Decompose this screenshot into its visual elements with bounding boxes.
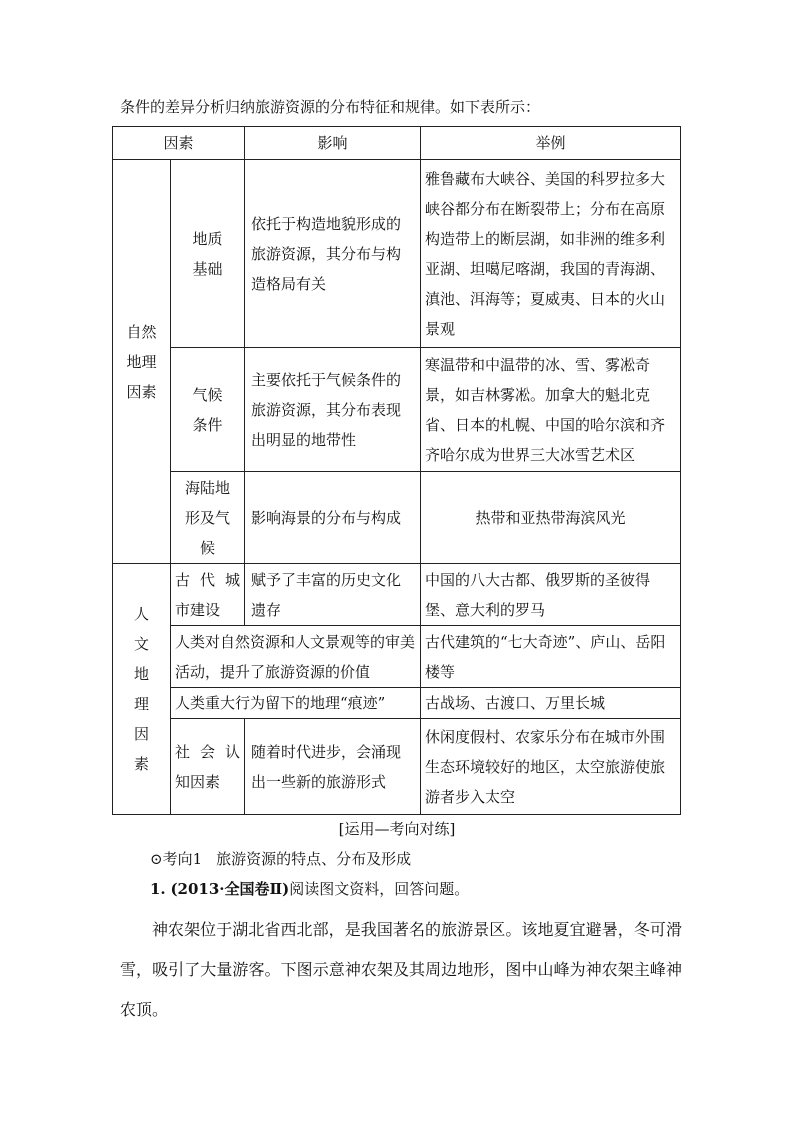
table-row <box>113 719 681 815</box>
category-human: 人 文 地 理 因 素 <box>113 564 171 815</box>
table-row <box>113 348 681 472</box>
example-traces: 古战场、古渡口、万里长城 <box>421 688 681 719</box>
table-row <box>113 626 681 688</box>
example-aesthetic: 古代建筑的“七大奇迹”、庐山、岳阳楼等 <box>421 626 681 688</box>
example-geology: 雅鲁藏布大峡谷、美国的科罗拉多大峡谷都分布在断裂带上；分布在高原构造带上的断层湖，如非洲的维多利亚湖、坦噶尼喀湖，我国的青海湖、滇池、洱海等；夏威夷、日本的火山景观 <box>421 160 681 348</box>
question-source: (2013·全国卷Ⅱ) <box>170 880 290 898</box>
header-effect: 影响 <box>245 127 421 160</box>
table-row <box>113 472 681 564</box>
target-icon: ⊙ <box>150 850 163 868</box>
header-example: 举例 <box>421 127 681 160</box>
factor-social: 社会认 知因素 <box>171 719 245 815</box>
question-paragraph: 神农架位于湖北省西北部，是我国著名的旅游景区。该地夏宜避暑，冬可滑雪，吸引了大量游客。下图示意神农架及其周边地形，图中山峰为神农架主峰神农顶。 <box>120 920 682 1019</box>
merged-aesthetic: 人类对自然资源和人文景观等的审美活动，提升了旅游资源的价值 <box>171 626 421 688</box>
factor-climate: 气候 条件 <box>171 348 245 472</box>
kaoxiang-label: 考向1 <box>162 850 203 868</box>
example-social: 休闲度假村、农家乐分布在城市外围生态环境较好的地区，太空旅游使旅游者步入太空 <box>421 719 681 815</box>
kaoxiang-heading <box>150 848 411 870</box>
example-sea-land: 热带和亚热带海滨风光 <box>421 472 681 564</box>
effect-social: 随着时代进步，会涌现出一些新的旅游形式 <box>245 719 421 815</box>
question-number: 1. <box>150 880 166 898</box>
table-header-row <box>113 127 681 160</box>
factor-sea-land: 海陆地 形及气 候 <box>171 472 245 564</box>
table-row <box>113 688 681 719</box>
tourism-factor-table <box>112 126 681 815</box>
effect-ancient-city: 赋予了丰富的历史文化遗存 <box>245 564 421 626</box>
merged-traces: 人类重大行为留下的地理“痕迹” <box>171 688 421 719</box>
header-factor: 因素 <box>113 127 245 160</box>
question-line <box>150 878 469 900</box>
effect-geology: 依托于构造地貌形成的旅游资源，其分布与构造格局有关 <box>245 160 421 348</box>
example-climate: 寒温带和中温带的冰、雪、雾凇奇景，如吉林雾凇。加拿大的魁北克省、日本的札幌、中国的哈尔滨和齐齐哈尔成为世界三大冰雪艺术区 <box>421 348 681 472</box>
question-text: 阅读图文资料，回答问题。 <box>289 880 470 898</box>
effect-sea-land: 影响海景的分布与构成 <box>245 472 421 564</box>
table-row <box>113 564 681 626</box>
intro-text: 条件的差异分析归纳旅游资源的分布特征和规律。如下表所示： <box>120 98 541 116</box>
section-caption: [运用—考向对练] <box>338 820 456 838</box>
category-natural: 自然 地理 因素 <box>113 160 171 564</box>
factor-ancient-city: 古代城 市建设 <box>171 564 245 626</box>
kaoxiang-title: 旅游资源的特点、分布及形成 <box>216 850 412 868</box>
effect-climate: 主要依托于气候条件的旅游资源，其分布表现出明显的地带性 <box>245 348 421 472</box>
table-row <box>113 160 681 348</box>
factor-geology: 地质 基础 <box>171 160 245 348</box>
example-ancient-city: 中国的八大古都、俄罗斯的圣彼得堡、意大利的罗马 <box>421 564 681 626</box>
